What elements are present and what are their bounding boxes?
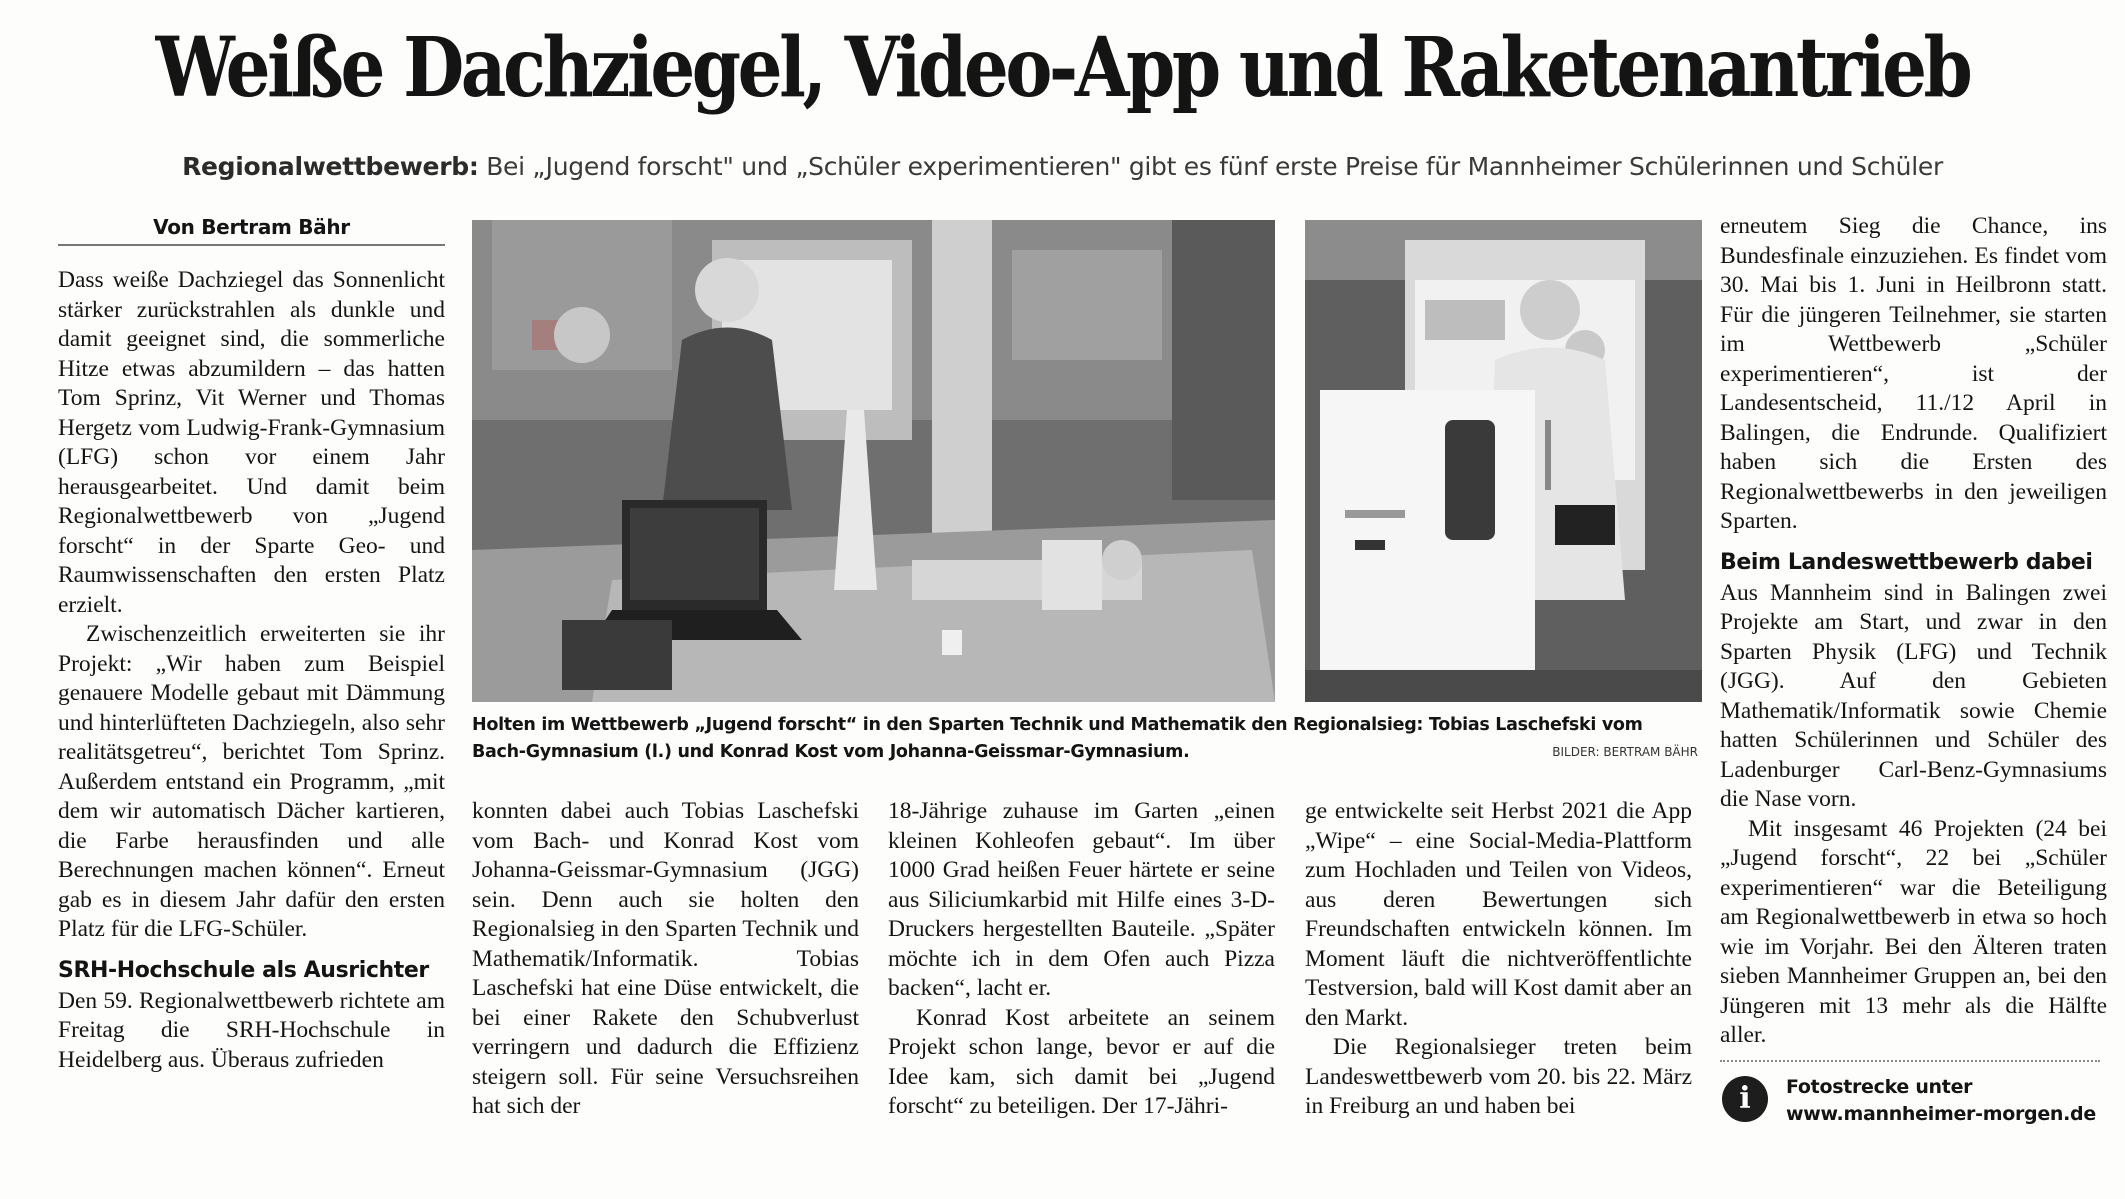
photo-caption: Holten im Wettbewerb „Jugend forscht“ in den Sparten Technik und Mathematik den Regionalsieg: Tobias Laschefski vom Bach-Gymnasium (l.) und Konrad Kost vom Johanna-Geissmar-Gymnasium. xyxy=(472,715,1643,762)
col2-paragraph-1: konnten dabei auch Tobias Laschefski vom Bach- und Konrad Kost vom Johanna-Geissmar-Gymnasium (JGG) sein. Denn auch sie holten den Regionalsieg in den Sparten Technik und Mathematik/Informatik. Tobias Laschefski hat eine Düse entwickelt, die bei einer Rakete den Schubverlust verringern und dadurch die Effizienz steigern soll. Für seine Versuchsreihen hat sich der xyxy=(472,798,859,1119)
col3-paragraph-1: 18-Jährige zuhause im Garten „einen kleinen Kohleofen gebaut“. Im über 1000 Grad heißen Feuer härtete er seine aus Siliciumkarbid mit Hilfe eines 3-D-Druckers hergestellten Bauteile. „Später möchte ich in dem Ofen auch Pizza backen“, lacht er. xyxy=(888,798,1275,1001)
col1-paragraph-1: Dass weiße Dachziegel das Sonnenlicht stärker zurückstrahlen als dunkle und damit geeignet sind, die sommerliche Hitze etwas abzumildern – das hatten Tom Sprinz, Vit Werner und Thomas Hergetz vom Ludwig-Frank-Gymnasium (LFG) schon vor einem Jahr herausgearbeitet. Und damit beim Regionalwettbewerb von „Jugend forscht“ in der Sparte Geo- und Raumwissenschaften den ersten Platz erzielt. xyxy=(58,267,445,618)
photo-1-illustration xyxy=(472,220,1275,702)
col1-paragraph-3: Den 59. Regionalwettbewerb richtete am Freitag die SRH-Hochschule in Heidelberg aus. Überaus zufrieden xyxy=(58,987,445,1073)
byline: Von Bertram Bähr xyxy=(58,212,445,246)
col5-paragraph-1: erneutem Sieg die Chance, ins Bundesfinale einzuziehen. Es findet vom 30. Mai bis 1. Juni in Heilbronn statt. Für die jüngeren Teilnehmer, sie starten im Wettbewerb „Schüler experimentieren“, ist der Landesentscheid, 11./12 April in Balingen, die Endrunde. Qualifiziert haben sich die Ersten des Regionalwettbewerbs in den jeweiligen Sparten. xyxy=(1720,213,2107,534)
photo-konrad-kost xyxy=(1305,220,1702,702)
col5-subheading: Beim Landeswettbewerb dabei xyxy=(1720,549,2093,575)
headline: Weiße Dachziegel, Video-App und Raketenantrieb xyxy=(155,20,1970,116)
col3-paragraph-2: Konrad Kost arbeitete an seinem Projekt schon lange, bevor er auf die Idee kam, sich damit bei „Jugend forscht“ zu beteiligen. Der 17-Jähri- xyxy=(888,1004,1275,1119)
photo-2-illustration xyxy=(1305,220,1702,702)
photo-gallery-box xyxy=(1720,1060,2100,1132)
photo-gallery-text xyxy=(1786,1074,2096,1128)
photo-gallery-label: Fotostrecke unter xyxy=(1786,1076,1973,1098)
col5-paragraph-3: Mit insgesamt 46 Projekten (24 bei „Jugend forscht“, 22 bei „Schüler experimentieren“ war die Beteiligung am Regionalwettbewerb in etwa so hoch wie im Vorjahr. Bei den Älteren traten sieben Mannheimer Gruppen an, bei den Jüngeren mit 13 mehr als die Hälfte aller. xyxy=(1720,815,2107,1048)
col1-subheading: SRH-Hochschule als Ausrichter xyxy=(58,957,429,983)
subline xyxy=(0,152,2125,181)
col5-paragraph-2: Aus Mannheim sind in Balingen zwei Projekte am Start, und zwar in den Sparten Physik (LFG) und Technik (JGG). Auf den Gebieten Mathematik/Informatik sowie Chemie hatten Schülerinnen und Schüler des Ladenburger Carl-Benz-Gymnasiums die Nase vorn. xyxy=(1720,579,2107,812)
photo-tobias-laschefski xyxy=(472,220,1275,702)
column-2 xyxy=(472,797,859,1122)
column-5 xyxy=(1720,212,2107,1051)
info-icon: i xyxy=(1722,1076,1768,1122)
subline-lead: Regionalwettbewerb: xyxy=(182,152,479,181)
column-3 xyxy=(888,797,1275,1122)
column-1 xyxy=(58,212,445,1075)
photo-credit: BILDER: BERTRAM BÄHR xyxy=(1552,745,1698,759)
subline-text: Bei „Jugend forscht" und „Schüler experimentieren" gibt es fünf erste Preise für Mannheimer Schülerinnen und Schüler xyxy=(486,152,1943,181)
photo-gallery-link[interactable]: www.mannheimer-morgen.de xyxy=(1786,1103,2096,1125)
col4-paragraph-2: Die Regionalsieger treten beim Landeswettbewerb vom 20. bis 22. März in Freiburg an und haben bei xyxy=(1305,1034,1692,1119)
column-4 xyxy=(1305,797,1692,1122)
col4-paragraph-1: ge entwickelte seit Herbst 2021 die App „Wipe“ – eine Social-Media-Plattform zum Hochladen und Teilen von Videos, aus deren Bewertungen sich Freundschaften entwickeln können. Im Moment läuft die nichtveröffentlichte Testversion, bald will Kost damit aber an den Markt. xyxy=(1305,798,1692,1031)
col1-paragraph-2: Zwischenzeitlich erweiterten sie ihr Projekt: „Wir haben zum Beispiel genauere Modelle gebaut mit Dämmung und hinterlüfteten Dachziegeln, also sehr realitätsgetreu“, berichtet Tom Sprinz. Außerdem entstand ein Programm, „mit dem wir automatisch Dächer kartieren, die Farbe herausfinden und alle Berechnungen machen können“. Erneut gab es in diesem Jahr dafür den ersten Platz für die LFG-Schüler. xyxy=(58,621,445,942)
